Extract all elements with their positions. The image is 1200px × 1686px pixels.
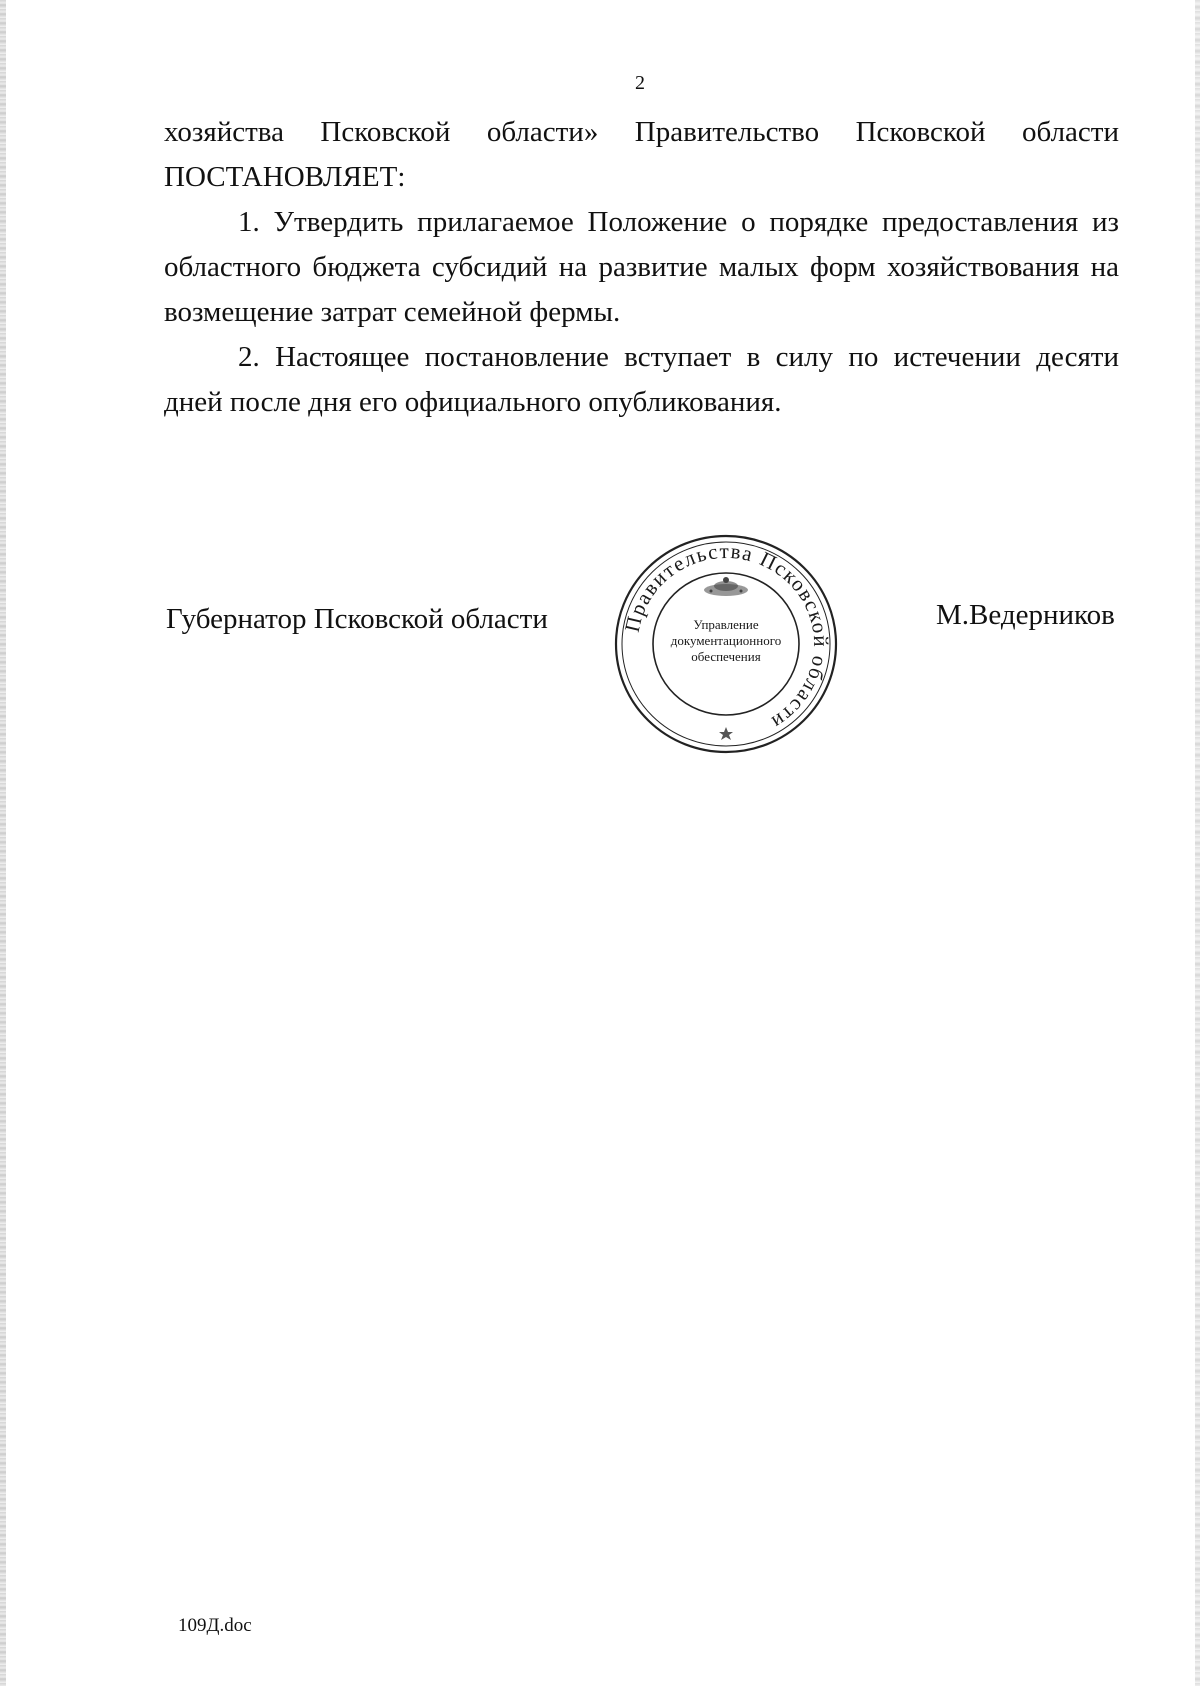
official-stamp: [613, 533, 839, 755]
stamp-center-line-1: Управление: [693, 617, 759, 632]
paragraph-item-2: 2. Настоящее постановление вступает в силу по истечении десяти дней после дня его официального опубликования.: [164, 341, 1119, 418]
signature-title: Губернатор Псковской области: [166, 603, 548, 635]
page-number: 2: [635, 72, 645, 94]
scan-edge-left: [0, 0, 6, 1686]
scan-edge-right: [1195, 0, 1200, 1686]
stamp-ring-text: Правительства Псковской области: [619, 538, 834, 736]
stamp-center-line-3: обеспечения: [691, 649, 761, 664]
footer-file-name: 109Д.doc: [178, 1615, 252, 1636]
document-body: [164, 110, 1119, 425]
stamp-center-line-2: документационного: [670, 633, 782, 648]
paragraph-intro: хозяйства Псковской области» Правительство Псковской области ПОСТАНОВЛЯЕТ:: [164, 116, 1119, 193]
star-icon: [719, 727, 733, 740]
emblem-icon: [704, 577, 748, 596]
paragraph-item-1: 1. Утвердить прилагаемое Положение о порядке предоставления из областного бюджета субсидий на развитие малых форм хозяйствования на возмещение затрат семейной фермы.: [164, 206, 1119, 328]
signature-name: М.Ведерников: [936, 599, 1115, 631]
